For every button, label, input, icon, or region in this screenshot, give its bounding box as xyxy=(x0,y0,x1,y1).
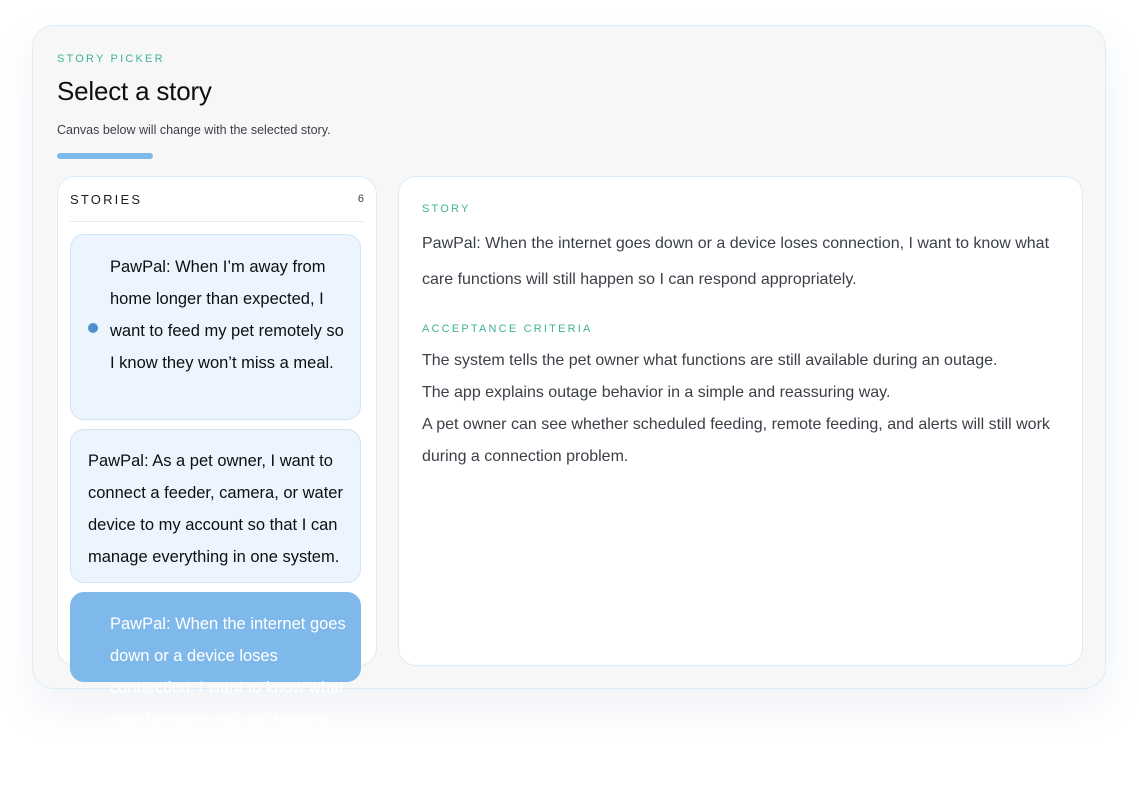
page-title: Select a story xyxy=(57,76,212,106)
story-description: PawPal: When the internet goes down or a device loses connection, I want to know what care functions will still happen so I can respond appropriately. xyxy=(422,235,1050,288)
stories-header xyxy=(70,177,364,222)
criteria-section-label: ACCEPTANCE CRITERIA xyxy=(422,323,593,335)
stories-list[interactable] xyxy=(70,234,361,761)
story-card-internet-outage[interactable] xyxy=(70,592,361,761)
story-card-text: PawPal: As a pet owner, I want to connect a feeder, camera, or water device to my account so that I can manage everything in one system. xyxy=(88,452,343,566)
acceptance-criteria-list xyxy=(422,345,1062,473)
active-dot-icon xyxy=(88,323,98,333)
story-card-connect-device[interactable] xyxy=(70,429,361,583)
story-card-text: PawPal: When the internet goes down or a device loses connection, I want to know what care functions will still happen so I can respond appropriately. xyxy=(110,615,346,761)
story-picker-frame xyxy=(32,25,1106,761)
accent-bar xyxy=(57,153,153,159)
story-card-text: PawPal: When I’m away from home longer than expected, I want to feed my pet remotely so I know they won’t miss a meal. xyxy=(110,258,344,372)
stories-panel xyxy=(57,176,377,761)
story-detail-panel xyxy=(398,176,1083,666)
eyebrow-label: STORY PICKER xyxy=(57,53,165,65)
criteria-item: The system tells the pet owner what functions are still available during an outage. xyxy=(422,352,998,369)
story-section-label: STORY xyxy=(422,203,471,215)
story-card-feed-remotely[interactable] xyxy=(70,234,361,420)
stories-heading: STORIES xyxy=(70,192,143,207)
stories-count: 6 xyxy=(357,193,364,205)
page-subtitle: Canvas below will change with the selected story. xyxy=(57,123,331,137)
criteria-item: The app explains outage behavior in a simple and reassuring way. xyxy=(422,384,891,401)
criteria-item: A pet owner can see whether scheduled feeding, remote feeding, and alerts will still work during a connection problem. xyxy=(422,416,1050,465)
